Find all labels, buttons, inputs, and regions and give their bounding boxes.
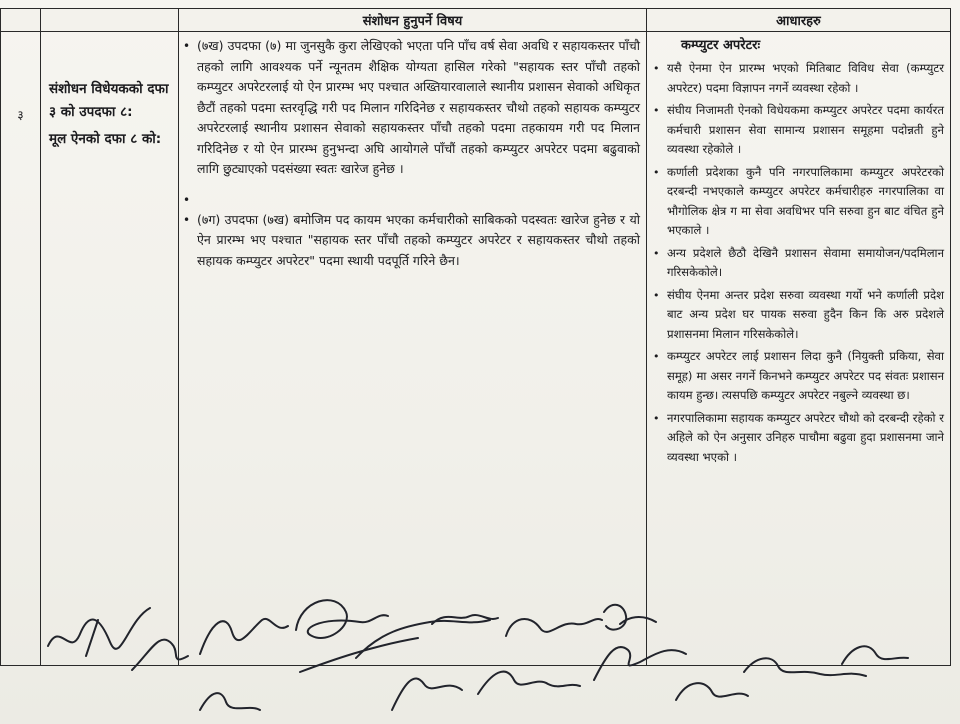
list-item — [653, 163, 944, 241]
header-subject: संशोधन हुनुपर्ने विषय — [179, 9, 647, 32]
amendment-table — [0, 8, 951, 666]
list-item — [653, 409, 944, 468]
list-item — [653, 101, 944, 160]
signature — [392, 678, 462, 710]
table-row — [1, 32, 951, 666]
basis-item: संघीय ऐनमा अन्तर प्रदेश सरुवा व्यवस्था गर्यो भने कर्णाली प्रदेश बाट अन्य प्रदेश घर पायक सरुवा हुदैन किन कि अरु प्रदेशले प्रशासनमा मिलान गरिसकेकोले। — [667, 287, 944, 341]
bullet-icon: • — [183, 39, 191, 53]
basis-cell — [647, 32, 951, 666]
bullet-icon: • — [183, 212, 191, 227]
signature — [676, 683, 748, 700]
basis-item: कर्णाली प्रदेशका कुनै पनि नगरपालिकामा कम्प्युटर अपरेटरको दरबन्दी नभएकाले कम्प्युटर अपरेटर कर्मचारीहरु नगरपालिका वा भौगोलिक क्षेत्र ग मा सेवा अवधिभर पनि सरुवा हुन बाट वंचित हुने भएकाले । — [667, 164, 944, 237]
signature — [478, 672, 580, 694]
signature — [200, 693, 260, 710]
list-item — [653, 59, 944, 98]
bullet-icon: • — [653, 165, 660, 179]
row-number: ३ — [1, 32, 41, 666]
list-item — [183, 36, 640, 180]
bullet-icon: • — [653, 62, 660, 75]
basis-heading: कम्प्युटर अपरेटरः — [681, 38, 761, 53]
subject-cell — [179, 32, 647, 666]
table-header-row — [1, 9, 951, 32]
topic-line-1: संशोधन विधेयकको दफा ३ को उपदफा ८: — [49, 81, 169, 120]
subject-item-7kha: (७ख) उपदफा (७) मा जुनसुकै कुरा लेखिएको भएता पनि पाँच वर्ष सेवा अवधि र सहायकस्तर पाँचौ तहको लागि आवश्यक पर्ने न्यूनतम शैक्षिक योग्यता हासिल गरेको "सहायक स्तर पाँचौ तहको कम्प्युटर अपरेटरलाई यो ऐन प्रारम्भ भए पश्चात अख्तियारवालाले स्थानीय प्रशासन सेवाको अधिकृत छैटौं तहको पदमा स्तरवृद्धि गरी पद मिलान गरिदिनेछ र सहायकस्तर चौथो तहको सहायक कम्प्युटर अपरेटरलाई स्थानीय प्रशासन सेवाको सहायकस्तर पाँचौ तहको पदमा तहकायम गरी पद मिलान गरिदिनेछ र यो ऐन प्रारम्भ हुनुभन्दा अघि आयोगले पाँचौं तहको कम्प्युटर अपरेटर पदमा बढुवाको लागि छुट्याएको पदसंख्या स्वतः खारेज हुनेछ । — [197, 38, 640, 176]
basis-item: यसै ऐनमा ऐन प्रारम्भ भएको मितिबाट विविध सेवा (कम्प्युटर अपरेटर) पदमा विज्ञापन नगर्ने व्यवस्था रहेको । — [667, 61, 944, 95]
topic-line-2: मूल ऐनको दफा ८ को: — [49, 131, 162, 147]
list-item — [653, 286, 944, 345]
basis-item: संघीय निजामती ऐनको विधेयकमा कम्प्युटर अपरेटर पदमा कार्यरत कर्मचारी प्रशासन सेवा सामान्य प्रशासन समूहमा पदोन्नती हुने व्यवस्था रहेकोले । — [667, 103, 944, 156]
row-topic — [41, 32, 179, 666]
basis-item: अन्य प्रदेशले छैठौ देखिनै प्रशासन सेवामा समायोजन/पदमिलान गरिसकेकोले। — [667, 245, 944, 279]
basis-item: नगरपालिकामा सहायक कम्प्युटर अपरेटर चौथो को दरबन्दी रहेको र अहिले को ऐन अनुसार उनिहरु पाचौमा बढुवा हुदा प्रशासनमा जाने व्यवस्था भएको । — [667, 410, 944, 464]
list-item — [183, 190, 640, 210]
header-basis: आधारहरु — [647, 9, 951, 32]
header-blank-number — [1, 9, 41, 32]
bullet-icon: • — [653, 246, 660, 260]
header-blank-topic — [41, 9, 179, 32]
bullet-icon: • — [653, 288, 660, 302]
list-item — [183, 210, 640, 272]
subject-item-7ga: (७ग) उपदफा (७ख) बमोजिम पद कायम भएका कर्मचारीको साबिकको पदस्वतः खारेज हुनेछ र यो ऐन प्रारम्भ भए पश्चात "सहायक स्तर पाँचौ तहको कम्प्युटर अपरेटर र सहायकस्तर चौथो तहको सहायक कम्प्युटर अपरेटर" पदमा स्थायी पदपूर्ति गरिने छैन। — [197, 211, 640, 268]
subject-item-empty — [197, 190, 640, 210]
bullet-icon: • — [653, 104, 660, 117]
bullet-icon: • — [653, 411, 660, 425]
list-item — [653, 244, 944, 283]
basis-item: कम्प्युटर अपरेटर लाई प्रशासन लिदा कुनै (नियुक्ती प्रकिया, सेवा समूह) मा असर नगर्ने किनभने कम्प्युटर अपरेटर पद संवतः प्रशासन कायम हुन्छ। त्यसपछि कम्प्युटर अपरेटर नबुल्ने व्यवस्था छ। — [667, 349, 944, 402]
list-item — [653, 347, 944, 406]
bullet-icon: • — [183, 192, 191, 207]
bullet-icon: • — [653, 350, 660, 363]
